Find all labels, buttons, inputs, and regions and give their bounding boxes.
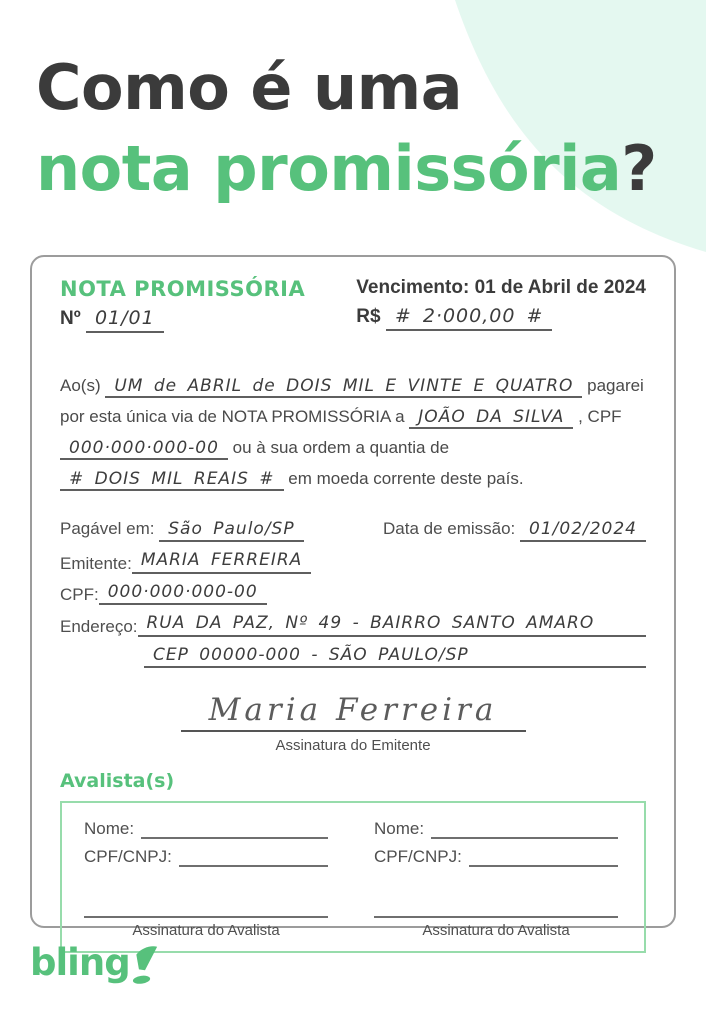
- guarantor2-name-label: Nome:: [374, 819, 425, 839]
- guarantor2-doc-row: [374, 847, 618, 867]
- guarantors-box: [60, 801, 646, 953]
- amount-value: # 2·000,00 #: [386, 306, 553, 331]
- address-value-line1: RUA DA PAZ, Nº 49 - BAIRRO SANTO AMARO: [138, 614, 647, 637]
- guarantor1-doc-blank: [179, 847, 328, 867]
- guarantor1-signature-caption: Assinatura do Avalista: [84, 916, 328, 941]
- note-fields: [60, 519, 646, 669]
- issuer-label: Emitente:: [60, 553, 132, 573]
- clause-middle-3: ou à sua ordem a quantia de: [232, 437, 450, 457]
- amount: [356, 306, 646, 331]
- note-header-left: [60, 277, 305, 333]
- page-title-line1: Como é uma: [36, 51, 463, 124]
- guarantor2-doc-blank: [469, 847, 618, 867]
- guarantors-section: [60, 770, 646, 953]
- issue-date-label: Data de emissão:: [382, 518, 516, 538]
- question-mark: ?: [621, 131, 657, 205]
- field-row-address2: [60, 646, 646, 669]
- guarantor2-name-row: [374, 819, 618, 839]
- payable-value: São Paulo/SP: [159, 520, 303, 543]
- field-row-payable: [60, 519, 646, 543]
- note-number: [60, 308, 305, 333]
- guarantor1-doc-row: [84, 847, 328, 867]
- issuer-signature: Maria Ferreira: [181, 692, 526, 732]
- payable-field: [60, 519, 304, 543]
- due-date: [356, 277, 646, 299]
- issuer-signature-block: [181, 692, 526, 754]
- field-row-address: [60, 614, 646, 637]
- bling-logo: [30, 941, 158, 985]
- guarantor-column-2: [374, 819, 618, 941]
- due-date-value: 01 de Abril de 2024: [474, 277, 646, 298]
- issue-date-field: [383, 519, 646, 543]
- address-label: Endereço:: [60, 616, 138, 636]
- clause-middle-2: , CPF: [578, 406, 622, 426]
- promissory-note-card: [30, 255, 676, 940]
- guarantor-column-1: [84, 819, 328, 941]
- guarantor1-name-blank: [141, 819, 328, 839]
- written-amount-fill: # DOIS MIL REAIS #: [60, 470, 284, 492]
- due-date-label: Vencimento:: [356, 277, 470, 298]
- note-header: [60, 277, 646, 333]
- bling-exclamation-icon: [132, 945, 158, 985]
- page-title: [36, 48, 657, 209]
- clause-middle-1: pagarei por esta única via de NOTA PROMISSÓRIA a: [60, 375, 644, 426]
- clause-suffix: em moeda corrente deste país.: [288, 468, 524, 488]
- issue-date-value: 01/02/2024: [520, 520, 646, 543]
- issuer-cpf-value: 000·000·000-00: [99, 583, 267, 606]
- note-title: NOTA PROMISSÓRIA: [60, 277, 306, 301]
- issuer-signature-caption: Assinatura do Emitente: [275, 737, 431, 755]
- guarantor1-name-row: [84, 819, 328, 839]
- field-row-cpf: [60, 583, 646, 606]
- guarantors-title: Avalista(s): [60, 770, 175, 793]
- guarantor2-signature-caption: Assinatura do Avalista: [374, 916, 618, 941]
- guarantor1-name-label: Nome:: [84, 819, 135, 839]
- promissory-clause: [60, 371, 646, 495]
- payable-label: Pagável em:: [60, 518, 155, 538]
- note-header-right: [356, 277, 646, 331]
- issuer-cpf-label: CPF:: [60, 585, 99, 605]
- guarantor2-name-blank: [431, 819, 618, 839]
- note-number-label: Nº: [60, 308, 81, 329]
- written-date-fill: UM de ABRIL de DOIS MIL E VINTE E QUATRO: [105, 377, 582, 399]
- currency-symbol: R$: [356, 306, 381, 327]
- bling-logo-text: bling: [30, 941, 130, 984]
- field-row-issuer: [60, 551, 646, 574]
- note-number-value: 01/01: [86, 308, 164, 333]
- payee-cpf-fill: 000·000·000-00: [60, 439, 228, 461]
- guarantor2-doc-label: CPF/CNPJ:: [374, 847, 462, 867]
- payee-name-fill: JOÃO DA SILVA: [409, 408, 573, 430]
- issuer-value: MARIA FERREIRA: [132, 551, 312, 574]
- address-value-line2: CEP 00000-000 - SÃO PAULO/SP: [144, 646, 646, 669]
- page-title-line2: nota promissória?: [36, 131, 657, 205]
- clause-prefix: Ao(s): [60, 375, 101, 395]
- guarantor1-doc-label: CPF/CNPJ:: [84, 847, 172, 867]
